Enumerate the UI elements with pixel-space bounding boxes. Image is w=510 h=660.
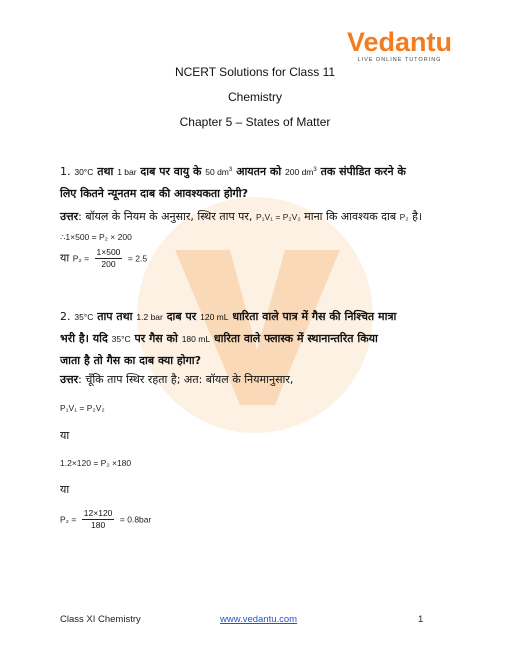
q2-word: धारिता वाले पात्र में गैस की निश्चित मात्रा [232,310,397,323]
answer-label: उत्तर [60,373,79,386]
a2-text: : चूँकि ताप स्थिर रहता है; अत: बॉयल के नियमानुसार, [78,373,294,386]
a1-text2: माना कि आवश्यक दाब [304,210,397,223]
q1-word: तथा [97,164,114,178]
a2-equation-2: P₂ = $\frac{12\times 120}{180}$ = 0.8bar [60,508,152,530]
q2-temp: 35°C [74,312,94,322]
q2-word: पर गैस को [134,332,178,345]
answer-label: उत्तर [60,210,79,223]
footer-left: Class XI Chemistry [60,614,141,625]
q2-word: भरी है। यदि [60,332,108,345]
q1-pressure: 1 bar [117,166,137,177]
q2-temp2: 35°C [111,334,131,344]
logo-tagline: LIVE ONLINE TUTORING [357,57,442,63]
q1-word: तक संपीडित करने के [320,164,406,178]
question-1 [60,159,452,205]
q1-temp: 30°C [74,166,94,177]
a1-fraction: $\frac{1\times 500}{200}$ [96,247,121,269]
a1-equation-2: या P₂ = $\frac{1\times 500}{200}$ = 2.5 [60,247,148,269]
q2-number: 2. [60,310,71,323]
q2-word: धारिता वाले फ्लास्क में स्थानान्तरित किया [213,332,378,345]
answer-1 [60,206,452,228]
q1-number: 1. [60,164,71,178]
q1-word: आयतन को [236,164,282,178]
logo-wordmark: Vedantu [346,27,452,57]
a2-equation-1: 1.2×120 = P₂ ×180 [60,458,132,468]
q1-word: दाब पर वायु के [140,164,202,178]
q2-pressure: 1.2 bar [136,312,163,322]
a2-fraction: $\frac{12\times 120}{180}$ [83,508,113,530]
a1-text: : बॉयल के नियम के अनुसार, स्थिर ताप पर, [78,210,253,223]
page-number: 1 [418,614,424,625]
header-title: NCERT Solutions for Class 11 [174,65,336,79]
header-subject: Chemistry [227,90,282,104]
a2-ya-2: या [60,483,70,496]
header-chapter: Chapter 5 – States of Matter [179,115,331,129]
a1-p2: P₂ [399,212,409,222]
q2-word: दाब पर [166,310,197,323]
q2-line3: जाता है तो गैस का दाब क्या होगा? [60,354,202,367]
a1-law: P₁V₁ = P₂V₂ [255,212,301,222]
ya-text: या [60,251,70,265]
a1-equation-1: ∴1×500 = P₂ × 200 [60,232,132,242]
a1-text3: है। [412,210,423,223]
a2-ya-1: या [60,429,70,442]
answer-2 [60,369,452,391]
footer-website-link[interactable]: www.vedantu.com [220,614,298,625]
q2-volume2: 180 mL [181,334,211,344]
q2-volume: 120 mL [200,312,229,322]
q1-line2: लिए कितने न्यूनतम दाब की आवश्यकता होगी? [60,186,248,200]
q1-volume: 50 $dm^3$ [205,166,233,177]
vedantu-logo[interactable] [347,28,452,63]
q2-word: ताप तथा [97,310,133,323]
q1-volume2: 200 $dm^3$ [285,166,317,177]
question-2 [60,306,452,372]
a2-law: P₁V₁ = P₂V₂ [60,403,105,413]
